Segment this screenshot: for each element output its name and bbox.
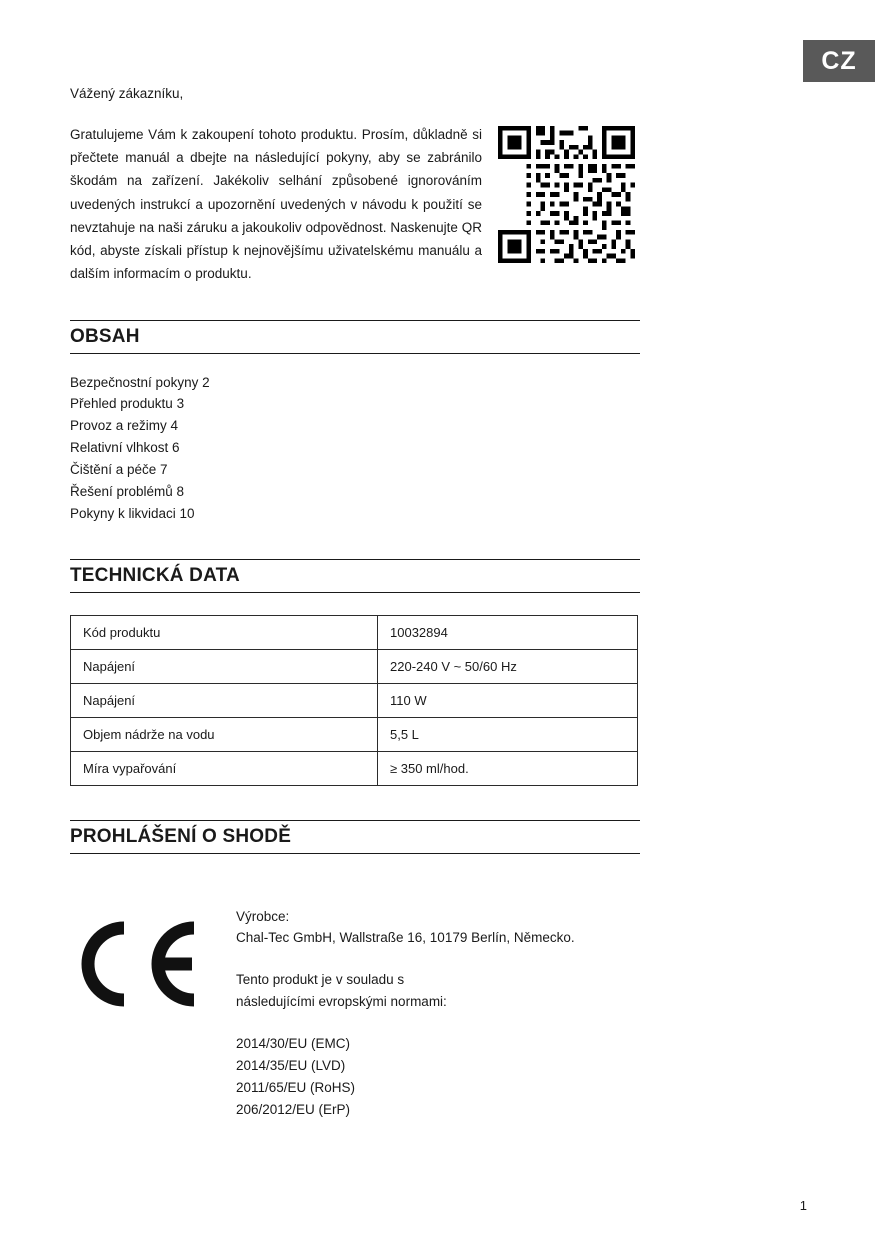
table-row <box>71 615 638 649</box>
technical-data-section <box>70 559 640 786</box>
salutation: Vážený zákazníku, <box>70 86 184 101</box>
spec-key: Napájení <box>71 683 378 717</box>
specs-table <box>70 615 638 786</box>
conformity-body <box>70 884 640 1121</box>
intro-paragraph: Gratulujeme Vám k zakoupení tohoto produktu. Prosím, důkladně si přečtete manuál a dbejte na následující pokyny, aby se zabránilo škodám na zařízení. Jakékoliv selhání způsobené ignorováním uvedených instrukcí a upozornění uvedených v návodu k použití se nevztahuje na naši záruku a jakoukoliv odpovědnost. Naskenujte QR kód, abyste získali přístup k nejnovějšímu uživatelskému manuálu a dalším informacím o produktu. <box>70 127 482 282</box>
conformity-text <box>236 884 575 1121</box>
list-item: 2014/30/EU (EMC) <box>236 1035 351 1051</box>
list-item: Pokyny k likvidaci 10 <box>70 505 195 521</box>
compliance-line-1: Tento produkt je v souladu s <box>236 972 405 988</box>
list-item: Relativní vlhkost 6 <box>70 440 180 456</box>
manufacturer-block <box>236 906 575 950</box>
list-item: Provoz a režimy 4 <box>70 418 179 434</box>
ce-mark-icon <box>70 884 210 1121</box>
spec-value: 5,5 L <box>378 717 638 751</box>
list-item: 2011/65/EU (RoHS) <box>236 1079 356 1095</box>
spec-key: Míra vypařování <box>71 751 378 785</box>
list-item: Přehled produktu 3 <box>70 396 185 412</box>
page-content <box>70 86 640 1120</box>
manufacturer-address: Chal-Tec GmbH, Wallstraße 16, 10179 Berlín, Německo. <box>236 930 575 946</box>
contents-section <box>70 320 640 525</box>
spec-key: Objem nádrže na vodu <box>71 717 378 751</box>
divider <box>70 853 640 854</box>
norms-list <box>236 1033 575 1120</box>
manufacturer-label: Výrobce: <box>236 908 290 924</box>
spec-value: 220-240 V ~ 50/60 Hz <box>378 649 638 683</box>
language-tab-cz: CZ <box>803 40 875 82</box>
table-row <box>71 751 638 785</box>
list-item: Čištění a péče 7 <box>70 461 168 477</box>
qr-code-icon <box>498 126 635 263</box>
spec-value: 10032894 <box>378 615 638 649</box>
compliance-statement <box>236 969 575 1013</box>
list-item: 206/2012/EU (ErP) <box>236 1101 351 1117</box>
spec-value: 110 W <box>378 683 638 717</box>
spec-value: ≥ 350 ml/hod. <box>378 751 638 785</box>
compliance-line-2: následujícími evropskými normami: <box>236 994 447 1010</box>
divider <box>70 353 640 354</box>
table-row <box>71 717 638 751</box>
technical-data-title: TECHNICKÁ DATA <box>70 564 240 586</box>
conformity-title: PROHLÁŠENÍ O SHODĚ <box>70 825 292 847</box>
conformity-section <box>70 820 640 1121</box>
list-item: Řešení problémů 8 <box>70 483 185 499</box>
list-item: Bezpečnostní pokyny 2 <box>70 374 210 390</box>
table-row <box>71 649 638 683</box>
table-row <box>71 683 638 717</box>
intro-row <box>70 123 640 286</box>
page-number: 1 <box>799 1198 807 1213</box>
list-item: 2014/35/EU (LVD) <box>236 1057 346 1073</box>
table-of-contents <box>70 372 640 525</box>
divider <box>70 592 640 593</box>
contents-title: OBSAH <box>70 325 140 347</box>
spec-key: Kód produktu <box>71 615 378 649</box>
spec-key: Napájení <box>71 649 378 683</box>
